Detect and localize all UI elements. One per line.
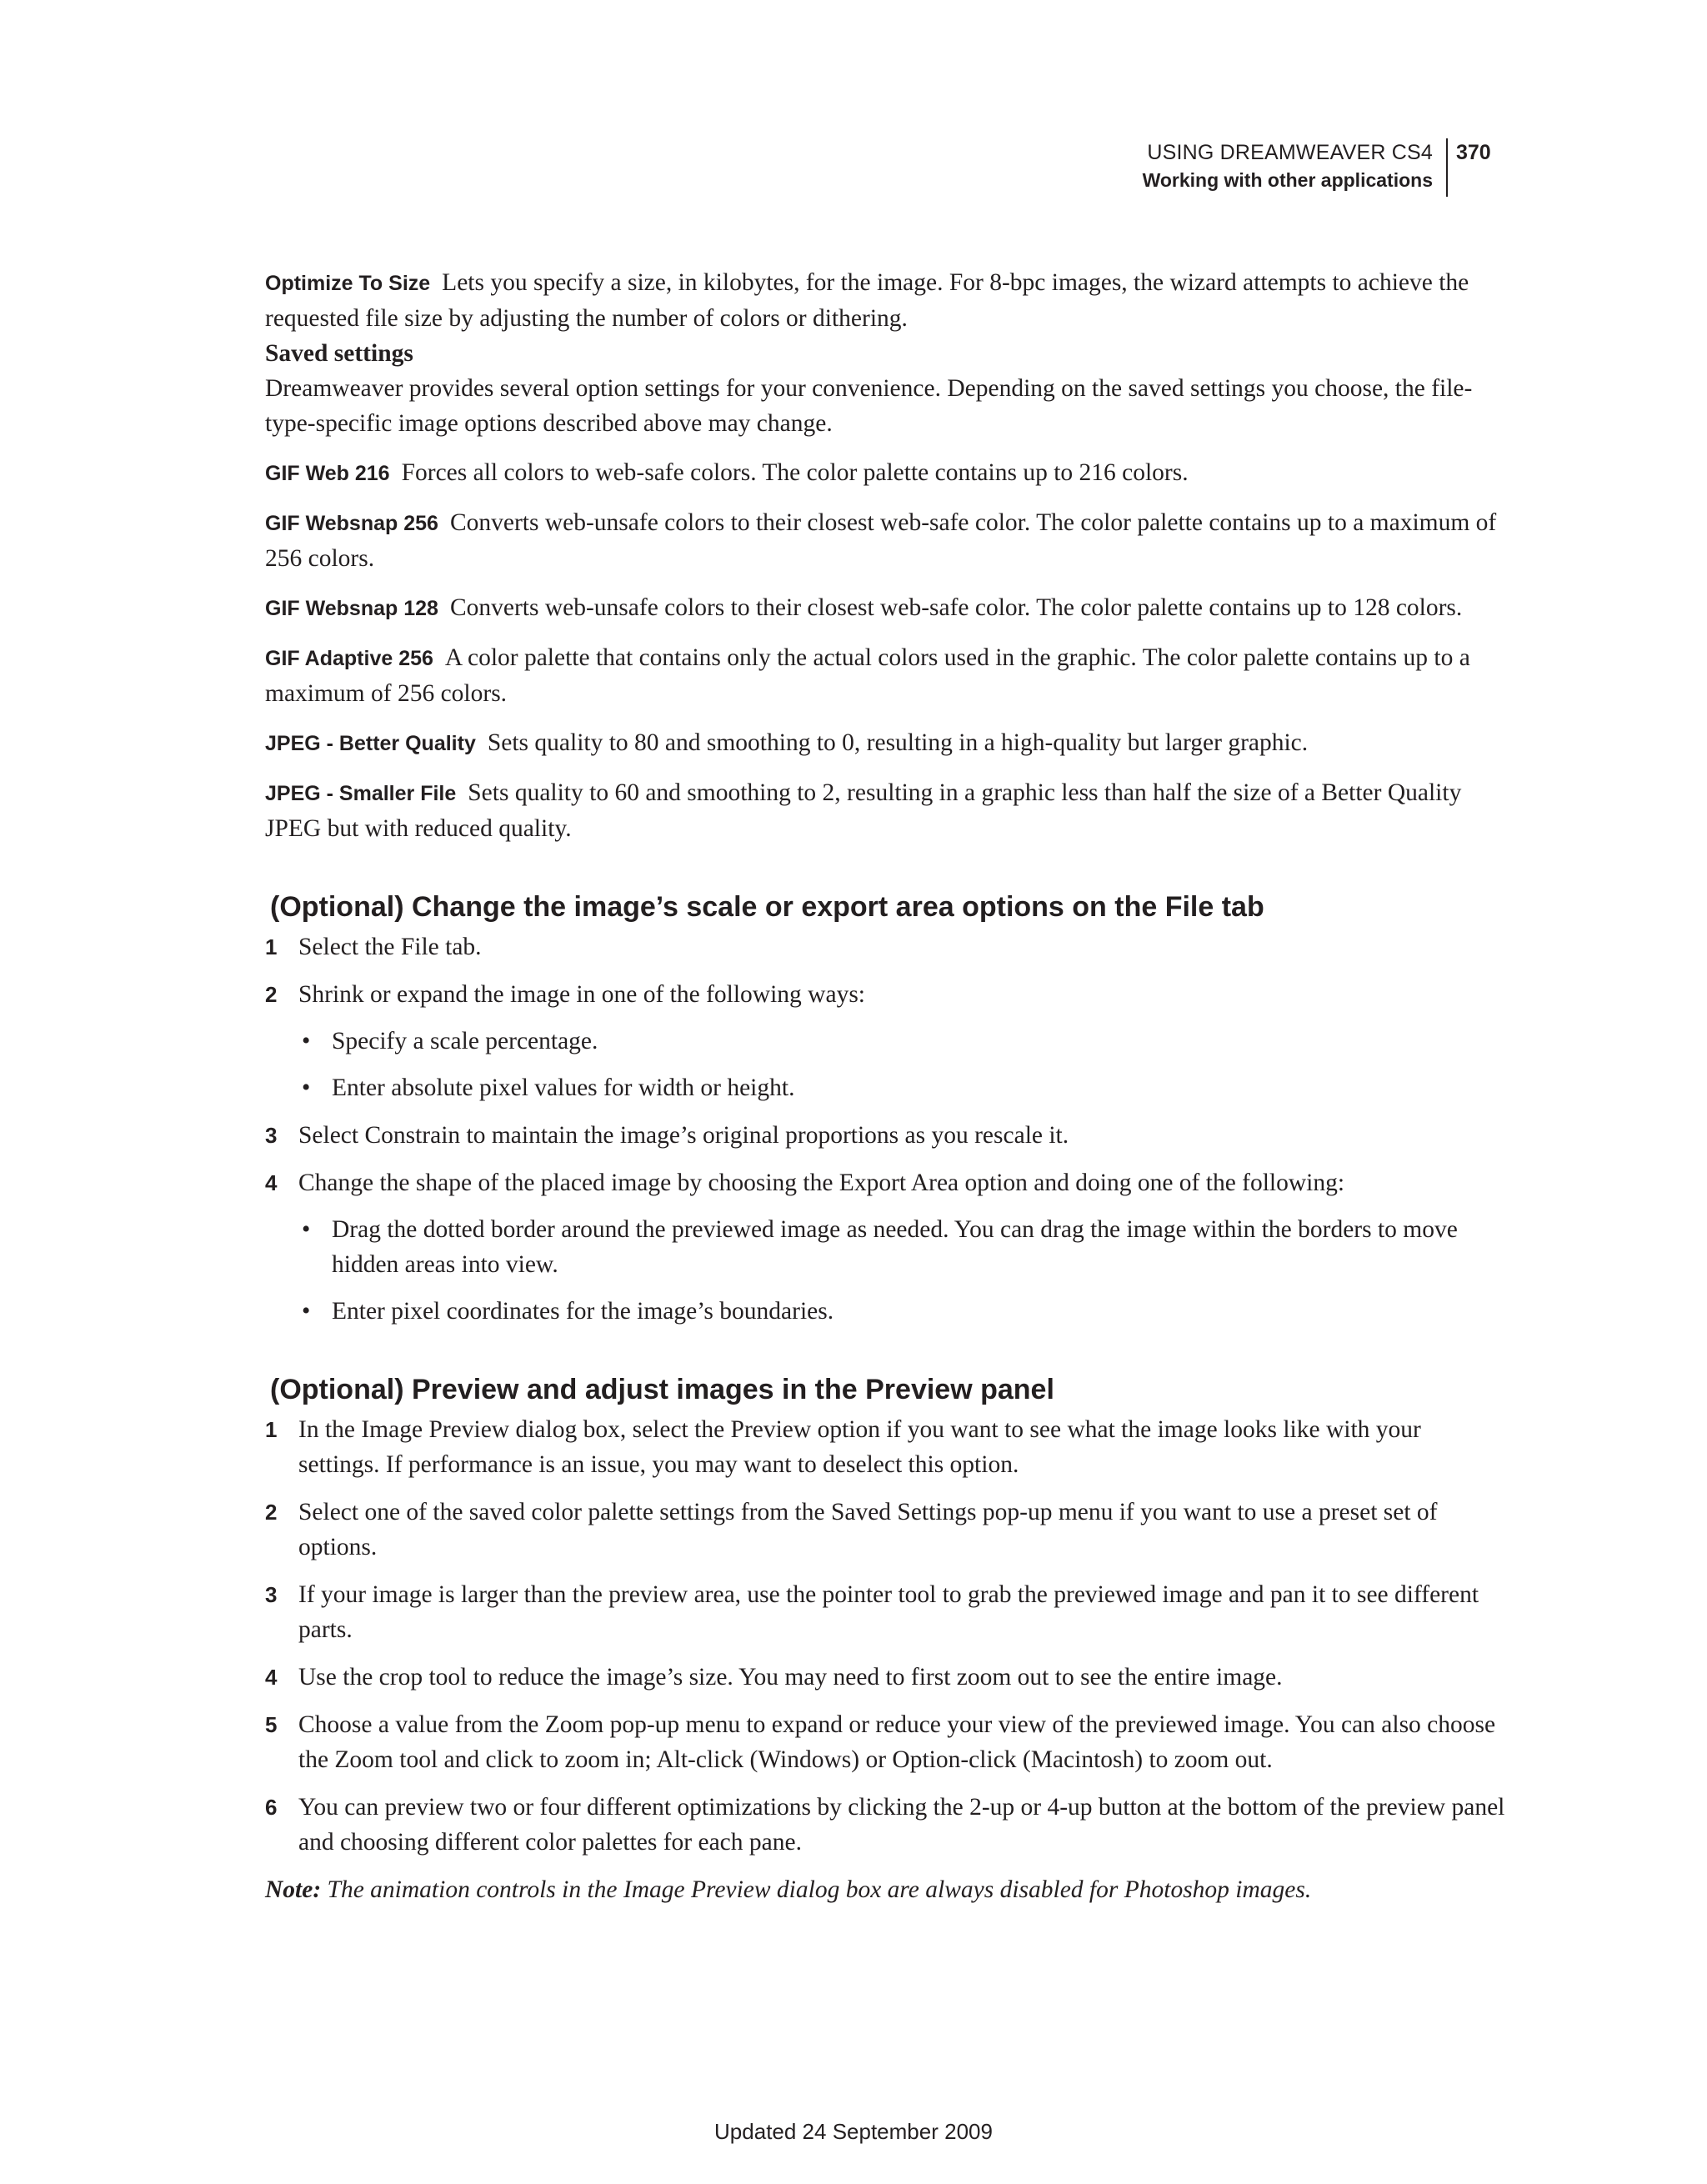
- term-label: JPEG - Smaller File: [265, 782, 457, 805]
- preview-panel-steps: [265, 1412, 1507, 1860]
- bullet-text: Specify a scale percentage.: [332, 1028, 598, 1054]
- section-title: Working with other applications: [1142, 169, 1433, 191]
- step-item: [265, 1165, 1507, 1200]
- step-number: 2: [265, 1500, 278, 1525]
- term-label: GIF Web 216: [265, 462, 390, 485]
- step-number: 4: [265, 1665, 278, 1690]
- page-footer: Updated 24 September 2009: [714, 2119, 993, 2144]
- book-title: USING DREAMWEAVER CS4: [1147, 141, 1433, 164]
- step-item: [265, 929, 1507, 964]
- bullet-item: [265, 1212, 1507, 1282]
- step-text: Shrink or expand the image in one of the following ways:: [298, 981, 865, 1008]
- step-number: 4: [265, 1170, 278, 1195]
- saved-settings-heading: Saved settings: [265, 340, 413, 367]
- file-tab-steps: [265, 929, 1507, 1329]
- step-number: 2: [265, 982, 278, 1007]
- term-description: Sets quality to 80 and smoothing to 0, resulting in a high-quality but larger graphic.: [487, 729, 1309, 756]
- definition-gif-adaptive-256: [265, 640, 1507, 711]
- step-number: 3: [265, 1123, 278, 1148]
- bullet-item: [265, 1070, 1507, 1105]
- term-label: GIF Websnap 128: [265, 597, 438, 620]
- step-number: 1: [265, 1417, 278, 1442]
- file-tab-task-heading: (Optional) Change the image’s scale or export area options on the File tab: [270, 891, 1264, 923]
- bullet-text: Enter pixel coordinates for the image’s boundaries.: [332, 1298, 834, 1325]
- step-text: Select one of the saved color palette settings from the Saved Settings pop-up menu if you want to use a preset set of options.: [298, 1499, 1438, 1560]
- term-description: Lets you specify a size, in kilobytes, for the image. For 8-bpc images, the wizard attempts to achieve the requested file size by adjusting the number of colors or dithering.: [265, 269, 1469, 332]
- step-number: 5: [265, 1712, 278, 1737]
- step-item: [265, 1577, 1507, 1647]
- step-item: [265, 1495, 1507, 1565]
- term-description: A color palette that contains only the actual colors used in the graphic. The color palette contains up to a maximum of 256 colors.: [265, 644, 1470, 707]
- step-text: Select Constrain to maintain the image’s original proportions as you rescale it.: [298, 1122, 1069, 1149]
- step-text: In the Image Preview dialog box, select the Preview option if you want to see what the image looks like with your settings. If performance is an issue, you may want to deselect this option.: [298, 1416, 1421, 1478]
- preview-panel-task-heading: (Optional) Preview and adjust images in the Preview panel: [270, 1374, 1054, 1405]
- step-number: 1: [265, 934, 278, 959]
- note-label: Note:: [265, 1876, 322, 1903]
- term-label: Optimize To Size: [265, 272, 431, 295]
- definition-gif-web-216: [265, 455, 1507, 491]
- step-text: Change the shape of the placed image by choosing the Export Area option and doing one of the following:: [298, 1170, 1345, 1196]
- note-paragraph: [265, 1872, 1507, 1907]
- step-item: [265, 1707, 1507, 1777]
- bullet-item: [265, 1024, 1507, 1059]
- step-item: [265, 977, 1507, 1012]
- step-text: Select the File tab.: [298, 934, 482, 960]
- step-text: You can preview two or four different optimizations by clicking the 2-up or 4-up button at the bottom of the preview panel and choosing different color palettes for each pane.: [298, 1794, 1505, 1856]
- step-number: 3: [265, 1582, 278, 1607]
- step-item: [265, 1118, 1507, 1153]
- step-number: 6: [265, 1795, 278, 1820]
- step-text: Use the crop tool to reduce the image’s size. You may need to first zoom out to see the entire image.: [298, 1664, 1283, 1691]
- definition-jpeg-better-quality: [265, 725, 1507, 761]
- term-description: Converts web-unsafe colors to their closest web-safe color. The color palette contains up to 128 colors.: [449, 594, 1463, 621]
- page-content: [265, 265, 1507, 1907]
- definition-gif-websnap-256: [265, 505, 1507, 576]
- bullet-text: Enter absolute pixel values for width or height.: [332, 1074, 795, 1101]
- header-divider: [1446, 138, 1448, 197]
- step-item: [265, 1790, 1507, 1860]
- step-item: [265, 1412, 1507, 1482]
- step-text: If your image is larger than the preview area, use the pointer tool to grab the previewed image and pan it to see different parts.: [298, 1581, 1479, 1643]
- bullet-icon: •: [302, 1216, 311, 1243]
- term-label: GIF Websnap 256: [265, 512, 438, 535]
- optimize-to-size-paragraph: [265, 265, 1507, 336]
- term-description: Forces all colors to web-safe colors. The color palette contains up to 216 colors.: [401, 459, 1189, 486]
- saved-settings-intro: Dreamweaver provides several option settings for your convenience. Depending on the saved settings you choose, the file-type-specific image options described above may change.: [265, 375, 1473, 437]
- bullet-icon: •: [302, 1074, 311, 1101]
- bullet-text: Drag the dotted border around the previewed image as needed. You can drag the image within the borders to move hidden areas into view.: [332, 1216, 1458, 1278]
- term-description: Converts web-unsafe colors to their closest web-safe color. The color palette contains up to a maximum of 256 colors.: [265, 509, 1497, 572]
- term-description: Sets quality to 60 and smoothing to 2, resulting in a graphic less than half the size of a Better Quality JPEG but with reduced quality.: [265, 779, 1462, 842]
- definition-gif-websnap-128: [265, 590, 1507, 626]
- step-item: [265, 1660, 1507, 1695]
- definition-jpeg-smaller-file: [265, 775, 1507, 846]
- page-number: 370: [1456, 141, 1491, 164]
- bullet-icon: •: [302, 1298, 311, 1325]
- term-label: GIF Adaptive 256: [265, 647, 433, 670]
- note-text: The animation controls in the Image Preview dialog box are always disabled for Photoshop images.: [321, 1876, 1312, 1903]
- running-header-text: [1143, 138, 1433, 193]
- bullet-item: [265, 1294, 1507, 1329]
- running-header: [1084, 138, 1506, 198]
- step-text: Choose a value from the Zoom pop-up menu to expand or reduce your view of the previewed image. You can also choose the Zoom tool and click to zoom in; Alt-click (Windows) or Option-click (Macintosh) to zoom out.: [298, 1711, 1496, 1773]
- term-label: JPEG - Better Quality: [265, 732, 476, 755]
- bullet-icon: •: [302, 1028, 311, 1054]
